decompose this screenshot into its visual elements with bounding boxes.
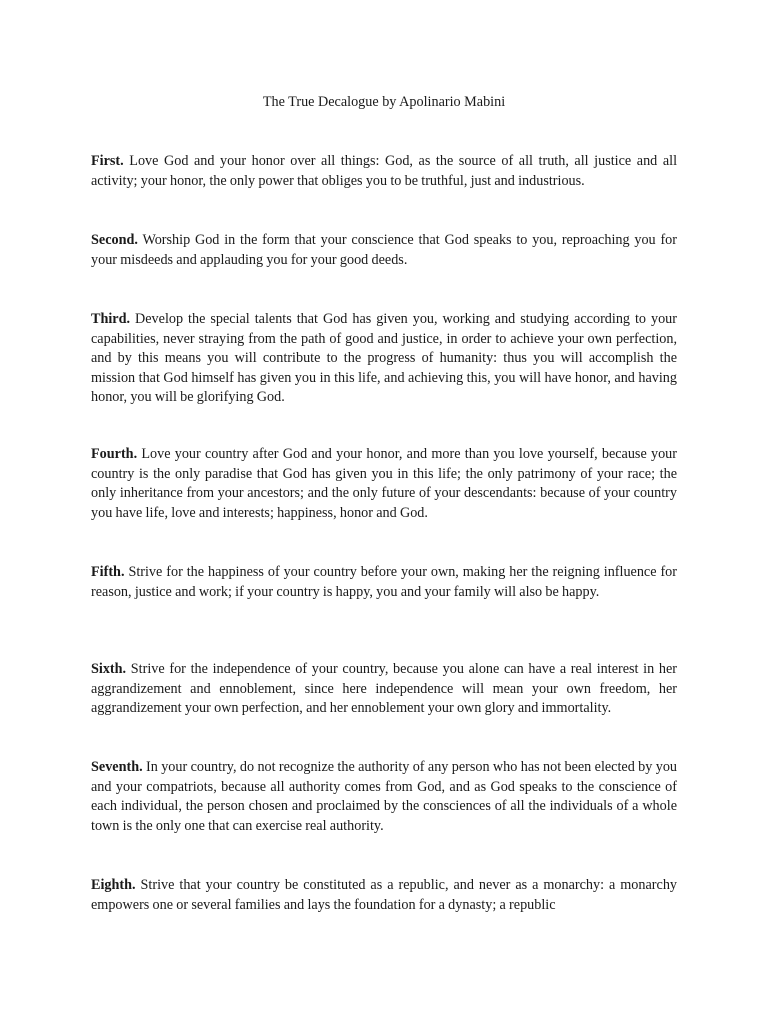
commandment-label: Sixth. — [91, 661, 127, 677]
commandment-text: Worship God in the form that your conscience that God speaks to you, reproaching you for your misdeeds and applauding you for your good deeds. — [91, 232, 677, 268]
commandment-label: First. — [91, 153, 124, 169]
commandment-second — [91, 231, 677, 270]
commandment-text: Develop the special talents that God has given you, working and studying according to your capabilities, never straying from the path of good and justice, in order to achieve your own perfection, and by this means you will contribute to the progress of humanity: thus you will accomplish the mission that God himself has given you in this life, and achieving this, you will have honor, and having honor, you will be glorifying God. — [91, 311, 677, 406]
commandment-text: Love God and your honor over all things: God, as the source of all truth, all justice and all activity; your honor, the only power that obliges you to be truthful, just and industrious. — [91, 153, 678, 189]
commandment-fifth — [91, 563, 677, 602]
commandment-fourth — [91, 445, 677, 523]
commandment-third — [91, 310, 677, 408]
commandment-eighth — [91, 876, 677, 915]
commandment-label: Fourth. — [91, 446, 138, 462]
commandment-seventh — [91, 758, 677, 836]
commandment-text: Strive for the happiness of your country before your own, making her the reigning influence for reason, justice and work; if your country is happy, you and your family will also be happy. — [91, 564, 677, 600]
commandment-text: Strive for the independence of your country, because you alone can have a real interest in her aggrandizement and ennoblement, since here independence will mean your own freedom, her aggrandizement your own perfection, and her ennoblement your own glory and immortality. — [91, 661, 677, 717]
commandment-text: In your country, do not recognize the authority of any person who has not been elected by you and your compatriots, because all authority comes from God, and as God speaks to the conscience of each individual, the person chosen and proclaimed by the consciences of all the individuals of a whole town is the only one that can exercise real authority. — [91, 759, 678, 834]
commandment-label: Second. — [91, 232, 138, 248]
commandment-label: Seventh. — [91, 759, 143, 775]
commandment-sixth — [91, 660, 677, 719]
commandment-text: Strive that your country be constituted as a republic, and never as a monarchy: a monarchy empowers one or several families and lays the foundation for a dynasty; a republic — [91, 877, 678, 913]
commandment-first — [91, 152, 677, 191]
document-title: The True Decalogue by Apolinario Mabini — [262, 94, 506, 110]
commandment-label: Third. — [91, 311, 131, 327]
commandment-text: Love your country after God and your honor, and more than you love yourself, because your country is the only paradise that God has given you in this life; the only patrimony of your race; the only inheritance from your ancestors; and the only future of your descendants: because of your country you have life, love and interests; happiness, honor and God. — [91, 446, 677, 521]
commandment-label: Eighth. — [91, 877, 136, 893]
commandment-label: Fifth. — [91, 564, 125, 580]
